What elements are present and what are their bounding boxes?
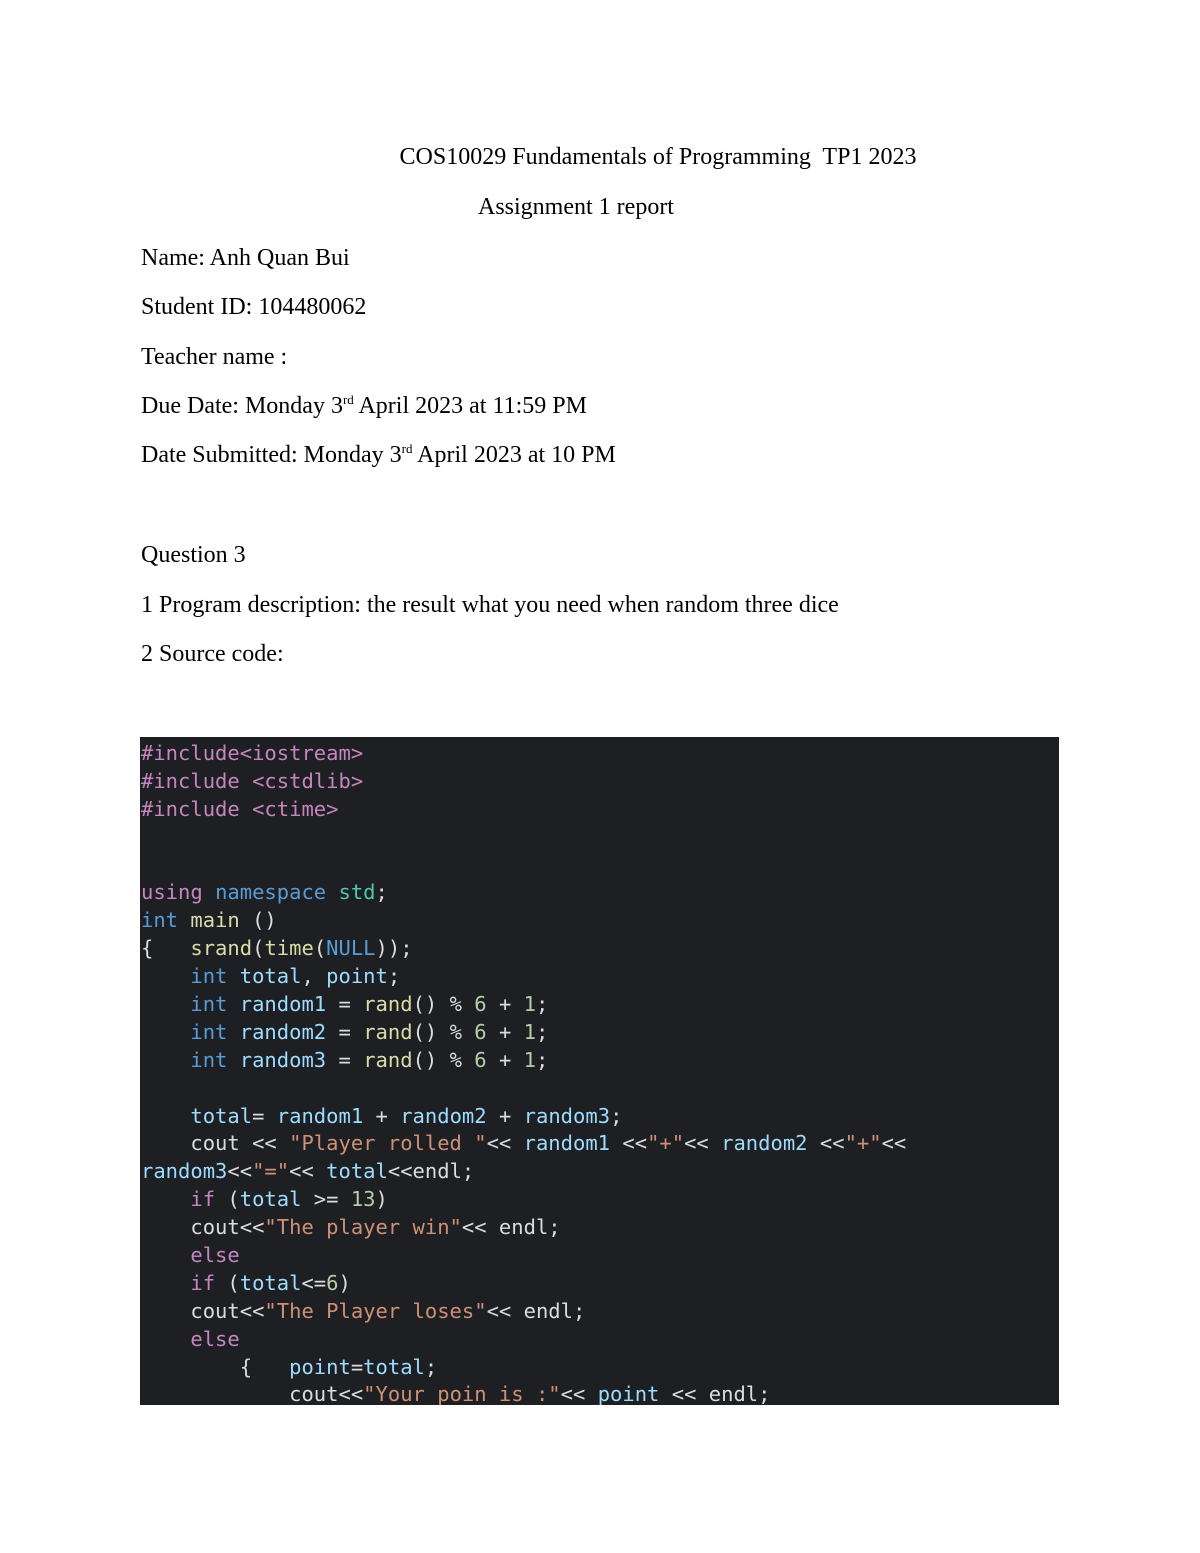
code-token: << — [560, 1382, 598, 1405]
due-date-suffix: April 2023 at 11:59 PM — [353, 393, 587, 419]
date-submitted-ordinal: rd — [401, 441, 413, 456]
code-token: random1 — [523, 1131, 611, 1156]
code-token: #include<iostream> — [141, 741, 364, 765]
code-token — [227, 1020, 239, 1044]
code-token: ( — [313, 936, 327, 961]
code-token: ; — [610, 1103, 623, 1128]
code-line — [141, 796, 906, 824]
code-line — [141, 1354, 906, 1382]
code-token: namespace — [215, 880, 327, 905]
code-token: ; — [536, 1019, 549, 1044]
code-token: << — [684, 1131, 722, 1156]
code-token — [227, 964, 239, 988]
code-token: 6 — [474, 1047, 487, 1072]
code-token: () % — [412, 1019, 475, 1044]
code-line — [141, 1186, 906, 1214]
code-token: "The Player loses" — [264, 1298, 487, 1323]
code-line — [141, 1130, 906, 1158]
due-date-prefix: Due Date: Monday 3 — [141, 393, 343, 419]
code-token: random3 — [141, 1159, 228, 1184]
code-token: = — [350, 1354, 364, 1379]
code-screenshot — [140, 737, 1059, 1405]
code-token: << endl; — [659, 1382, 771, 1405]
code-token: 13 — [350, 1187, 376, 1212]
code-token: total — [239, 1187, 302, 1212]
report-title: Assignment 1 report — [478, 194, 674, 220]
code-token: #include <cstdlib> — [141, 768, 364, 793]
code-token: point — [597, 1382, 660, 1405]
code-token: , — [301, 964, 327, 989]
code-token: 6 — [326, 1270, 339, 1295]
code-token: random3 — [523, 1103, 611, 1128]
code-token: else — [190, 1243, 240, 1268]
code-token: NULL — [326, 936, 376, 961]
source-code — [141, 740, 906, 1405]
code-token: "+" — [844, 1131, 882, 1156]
code-token — [178, 908, 190, 932]
student-id: Student ID: 104480062 — [141, 294, 367, 320]
code-token: << — [486, 1131, 524, 1156]
student-name: Name: Anh Quan Bui — [141, 245, 350, 271]
code-line — [141, 1158, 906, 1186]
code-line — [141, 1075, 906, 1103]
date-submitted-prefix: Date Submitted: Monday 3 — [141, 442, 402, 468]
code-token: ) — [338, 1270, 351, 1295]
code-token: ) — [375, 1187, 388, 1212]
code-token: random1 — [239, 992, 327, 1017]
code-token: >= — [301, 1187, 351, 1212]
code-token: random1 — [276, 1103, 364, 1128]
code-token: std — [338, 880, 376, 905]
code-token: 1 — [523, 1019, 536, 1044]
code-token: { — [141, 1354, 290, 1379]
code-token: + — [486, 1103, 524, 1128]
code-token: srand — [190, 936, 253, 961]
code-token: <= — [301, 1270, 327, 1295]
code-token: total — [363, 1354, 425, 1379]
code-token: total — [190, 1103, 253, 1128]
code-token: + — [486, 992, 524, 1017]
code-token — [141, 1187, 190, 1211]
program-description: 1 Program description: the result what you need when random three dice — [141, 592, 839, 618]
code-token: total — [239, 964, 302, 989]
code-token: + — [486, 1019, 524, 1044]
code-token: << — [610, 1131, 648, 1156]
code-token — [203, 880, 215, 904]
code-token: ; — [536, 992, 549, 1017]
code-token: int — [190, 964, 228, 989]
code-line — [141, 1242, 906, 1270]
code-token: time — [264, 936, 314, 961]
code-line — [141, 1298, 906, 1326]
code-token: random2 — [721, 1131, 808, 1156]
code-token: "+" — [647, 1131, 685, 1156]
code-line — [141, 963, 906, 991]
code-line — [141, 1047, 906, 1075]
code-token: << — [881, 1131, 907, 1156]
code-token: = — [326, 1047, 364, 1072]
code-token — [141, 1048, 190, 1072]
code-token: ; — [375, 880, 388, 905]
code-token: )); — [375, 936, 413, 961]
code-token — [141, 1104, 190, 1128]
code-token — [326, 880, 338, 904]
code-token: = — [326, 1019, 364, 1044]
code-token — [141, 1271, 190, 1295]
code-token: using — [141, 880, 203, 905]
code-token: ( — [215, 1270, 240, 1295]
code-token: 6 — [474, 992, 487, 1017]
code-token: cout<< — [141, 1382, 364, 1405]
code-token: 1 — [523, 1047, 536, 1072]
code-token: point — [289, 1354, 351, 1379]
code-token: () — [239, 908, 277, 933]
due-date — [141, 391, 587, 421]
code-line — [141, 991, 906, 1019]
code-token: () % — [412, 992, 475, 1017]
code-token: cout << — [141, 1131, 290, 1156]
code-line — [141, 768, 906, 796]
code-token: + — [486, 1047, 524, 1072]
code-token: main — [190, 908, 240, 933]
code-line — [141, 907, 906, 935]
code-line — [141, 1214, 906, 1242]
code-line — [141, 1103, 906, 1131]
code-token: if — [190, 1187, 216, 1212]
code-token: << endl; — [461, 1215, 561, 1240]
code-line — [141, 879, 906, 907]
code-token: random2 — [400, 1103, 487, 1128]
date-submitted-suffix: April 2023 at 10 PM — [412, 442, 616, 468]
code-token: int — [141, 908, 179, 933]
code-token — [141, 1327, 190, 1351]
course-title: COS10029 Fundamentals of Programming TP1 2023 — [399, 144, 917, 170]
code-token: ; — [424, 1354, 438, 1379]
code-token — [227, 992, 239, 1016]
code-line — [141, 740, 906, 768]
code-token: "Player rolled " — [289, 1131, 487, 1156]
code-token: cout<< — [141, 1298, 265, 1323]
code-line — [141, 1326, 906, 1354]
code-token: + — [363, 1103, 401, 1128]
code-line — [141, 1270, 906, 1298]
source-code-heading: 2 Source code: — [141, 641, 284, 667]
due-date-ordinal: rd — [342, 392, 354, 407]
code-token: 1 — [523, 992, 536, 1017]
code-line — [141, 1019, 906, 1047]
code-token: int — [190, 1019, 228, 1044]
code-line — [141, 1381, 906, 1405]
code-token: "The player win" — [264, 1215, 462, 1240]
code-token — [141, 992, 190, 1016]
code-token: ( — [215, 1187, 240, 1212]
code-token — [141, 1243, 190, 1267]
code-token — [227, 1048, 239, 1072]
code-token: << — [807, 1131, 845, 1156]
code-token: = — [326, 992, 364, 1017]
code-token: total — [326, 1159, 388, 1184]
teacher-name: Teacher name : — [141, 344, 288, 370]
code-token: int — [190, 992, 228, 1017]
code-token: random2 — [239, 1019, 327, 1044]
code-line — [141, 852, 906, 880]
code-token: = — [252, 1103, 277, 1128]
code-token: 6 — [474, 1019, 487, 1044]
code-token: if — [190, 1270, 216, 1295]
code-token: rand — [363, 1047, 413, 1072]
code-token: << — [289, 1159, 327, 1184]
code-token: rand — [363, 992, 413, 1017]
code-token: ; — [387, 964, 401, 989]
code-token: "=" — [252, 1159, 290, 1184]
code-token: { — [141, 936, 191, 961]
code-token: else — [190, 1326, 240, 1351]
code-token: total — [239, 1270, 302, 1295]
code-token: point — [326, 964, 388, 989]
code-token: #include <ctime> — [141, 796, 339, 821]
code-token: ( — [252, 936, 265, 961]
code-token: cout<< — [141, 1215, 265, 1240]
code-token — [141, 964, 190, 988]
question-heading: Question 3 — [141, 542, 246, 568]
code-line — [141, 824, 906, 852]
code-token: "Your poin is :" — [363, 1382, 561, 1405]
code-line — [141, 935, 906, 963]
code-token: int — [190, 1047, 228, 1072]
code-token: << endl; — [486, 1298, 586, 1323]
code-token: << — [227, 1159, 253, 1184]
code-token: random3 — [239, 1047, 327, 1072]
code-token: rand — [363, 1019, 413, 1044]
code-token: ; — [536, 1047, 549, 1072]
code-token — [141, 1020, 190, 1044]
code-token: () % — [412, 1047, 475, 1072]
date-submitted — [141, 440, 616, 470]
code-token: <<endl; — [387, 1159, 475, 1184]
